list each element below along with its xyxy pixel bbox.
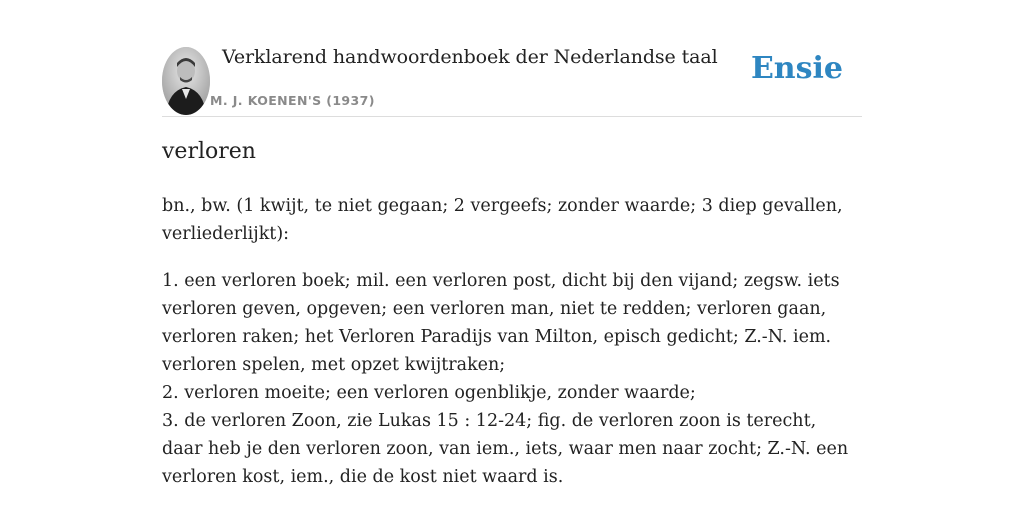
ensie-logo-link[interactable]: Ensie — [750, 51, 843, 86]
entry-definition — [162, 192, 862, 491]
entry-sense-2: 2. verloren moeite; een verloren ogenblikje, zonder waarde; — [162, 383, 696, 403]
entry-grammar: bn., bw. (1 kwijt, te niet gegaan; 2 vergeefs; zonder waarde; 3 diep gevallen, verliederlijkt): — [162, 196, 843, 244]
entry-headword: verloren — [162, 139, 256, 164]
author-portrait-icon — [162, 47, 210, 115]
entry-sense-3: 3. de verloren Zoon, zie Lukas 15 : 12-24; fig. de verloren zoon is terecht, daar heb je den verloren zoon, van iem., iets, waar men naar zocht; Z.-N. een verloren kost, iem., die de kost niet waard is. — [162, 411, 849, 487]
dictionary-title: Verklarend handwoordenboek der Nederlandse taal — [222, 46, 718, 68]
dictionary-author: M. J. KOENEN'S (1937) — [210, 93, 375, 108]
entry-sense-1: 1. een verloren boek; mil. een verloren post, dicht bij den vijand; zegsw. iets verloren geven, opgeven; een verloren man, niet te redden; verloren gaan, verloren raken; het Verloren Paradijs van Milton, episch gedicht; Z.-N. iem. verloren spelen, met opzet kwijtraken; — [162, 271, 840, 375]
dictionary-header — [162, 40, 862, 117]
